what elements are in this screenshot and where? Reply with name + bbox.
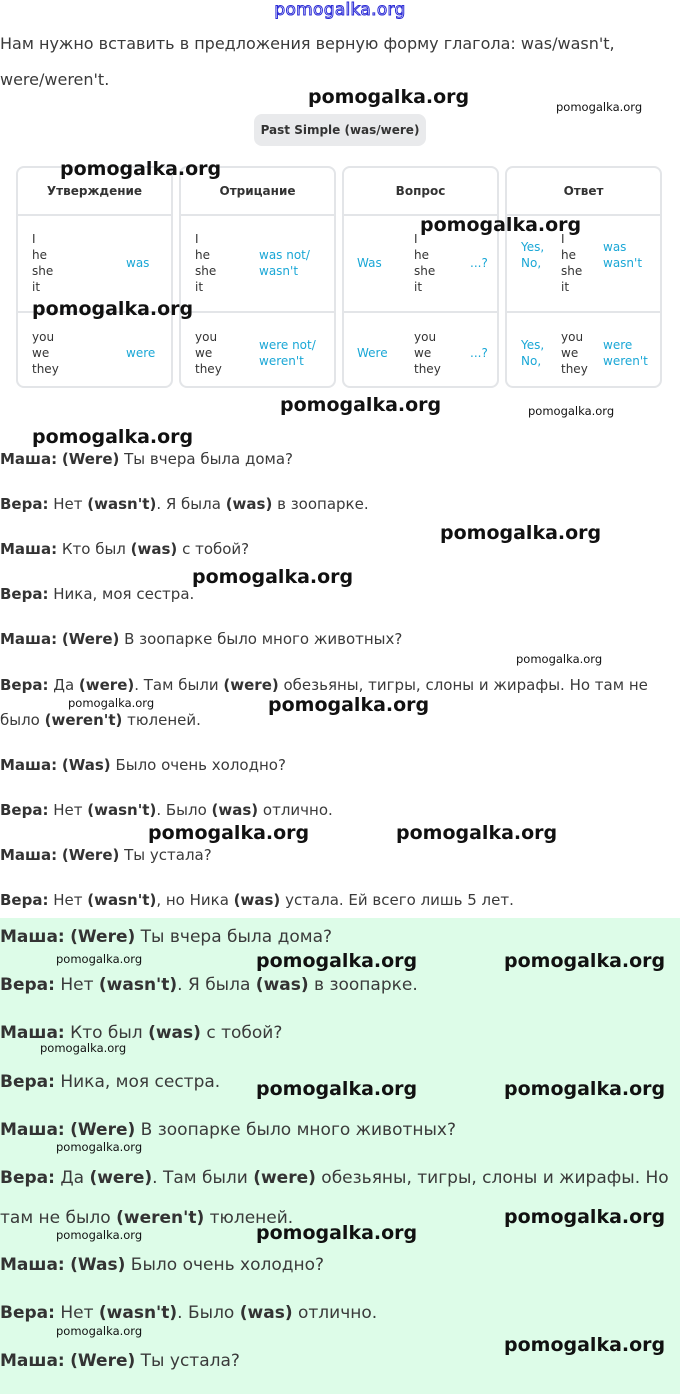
- watermark: pomogalka.org: [192, 566, 354, 588]
- speaker-name: Вера:: [0, 1168, 55, 1188]
- speaker-name: Маша:: [0, 1023, 65, 1043]
- dialog-text: . Было: [156, 801, 212, 819]
- dialog-text: в зоопарке.: [308, 975, 418, 995]
- table-cell: [507, 313, 660, 408]
- watermark: pomogalka.org: [420, 214, 582, 236]
- dialog-text: тюленей.: [204, 1208, 294, 1228]
- answer-word: (were): [253, 1168, 316, 1188]
- dialog-line: [0, 495, 369, 513]
- pronouns: I he she it: [414, 232, 436, 294]
- verb-form: was not/ wasn't: [259, 248, 310, 278]
- answer-word: (Were): [70, 1351, 136, 1371]
- column-header: Утверждение: [18, 168, 171, 216]
- answer-word: (were): [89, 1168, 153, 1188]
- dialog-text: тюленей.: [122, 711, 201, 729]
- dialog-text: устала. Ей всего лишь 5 лет.: [280, 891, 514, 909]
- speaker-name: Маша:: [0, 540, 58, 558]
- answer-word: (Was): [70, 1255, 126, 1275]
- watermark: pomogalka.org: [56, 952, 143, 966]
- watermark: pomogalka.org: [56, 1140, 143, 1154]
- column-answer: [505, 166, 662, 388]
- answer-word: (was): [148, 1023, 201, 1043]
- dialog-text: Было очень холодно?: [110, 756, 286, 774]
- speaker-name: Маша:: [0, 1120, 65, 1140]
- dialog-text: Да: [54, 1168, 90, 1188]
- dialog-text: с тобой?: [177, 540, 250, 558]
- watermark: pomogalka.org: [504, 1334, 666, 1356]
- watermark: pomogalka.org: [56, 1324, 143, 1338]
- dialog-text: В зоопарке было много животных?: [119, 630, 403, 648]
- dialog-line: [0, 1168, 669, 1188]
- dialog-line: [0, 540, 249, 558]
- watermark: pomogalka.org: [396, 822, 558, 844]
- dialog-line: [0, 630, 402, 648]
- answer-word: (wasn't): [98, 1303, 178, 1323]
- dialog-text: Было очень холодно?: [125, 1255, 325, 1275]
- dialog-text: Кто был: [57, 540, 131, 558]
- question-lead: Was: [357, 256, 382, 270]
- dialog-line: [0, 1303, 377, 1323]
- dialog-line: [0, 1208, 293, 1228]
- answer-word: (Were): [70, 927, 136, 947]
- column-affirmative: [16, 166, 173, 388]
- dialog-text: Ты вчера была дома?: [119, 450, 293, 468]
- watermark: pomogalka.org: [256, 950, 418, 972]
- dialog-line: [0, 585, 194, 603]
- speaker-name: Вера:: [0, 585, 49, 603]
- dialog-text: . Было: [177, 1303, 240, 1323]
- dialog-text: Нет: [48, 891, 88, 909]
- speaker-name: Маша:: [0, 1351, 65, 1371]
- pronouns: I he she it: [32, 232, 54, 294]
- dialog-text: В зоопарке было много животных?: [135, 1120, 456, 1140]
- speaker-name: Маша:: [0, 927, 65, 947]
- dialog-text: . Я была: [156, 495, 226, 513]
- answer-lead: Yes, No,: [521, 240, 545, 270]
- intro-line-1: Нам нужно вставить в предложения верную форму глагола: was/wasn't,: [0, 34, 615, 53]
- dialog-text: Нет: [54, 1303, 99, 1323]
- dialog-text: было: [0, 711, 45, 729]
- watermark: pomogalka.org: [268, 694, 430, 716]
- dialog-text: . Там были: [152, 1168, 254, 1188]
- speaker-name: Маша:: [0, 846, 58, 864]
- speaker-name: Вера:: [0, 801, 49, 819]
- dialog-text: Ты вчера была дома?: [135, 927, 333, 947]
- watermark: pomogalka.org: [40, 1041, 127, 1055]
- watermark: pomogalka.org: [516, 652, 603, 666]
- watermark: pomogalka.org: [56, 1228, 143, 1242]
- dialog-line: [0, 711, 201, 729]
- watermark: pomogalka.org: [60, 158, 222, 180]
- speaker-name: Вера:: [0, 975, 55, 995]
- dialog-text: в зоопарке.: [272, 495, 369, 513]
- answer-word: (Were): [70, 1120, 136, 1140]
- answer-word: (weren't): [44, 711, 123, 729]
- column-question: [342, 166, 499, 388]
- dialog-line: [0, 927, 332, 947]
- answer-word: (was): [233, 891, 281, 909]
- question-end: ...?: [470, 256, 488, 270]
- verb-form: were: [126, 346, 156, 360]
- dialog-text: . Там были: [134, 676, 224, 694]
- answer-word: (Were): [61, 630, 120, 648]
- watermark: pomogalka.org: [256, 1078, 418, 1100]
- dialog-text: Да: [48, 676, 79, 694]
- watermark: pomogalka.org: [528, 404, 615, 418]
- pronouns: I he she it: [561, 232, 583, 294]
- dialog-text: Ты устала?: [119, 846, 212, 864]
- answer-word: (Was): [61, 756, 111, 774]
- question-end: ...?: [470, 346, 488, 360]
- grammar-title-pill: Past Simple (was/were): [254, 114, 426, 146]
- answer-word: (was): [211, 801, 259, 819]
- answer-word: (wasn't): [87, 891, 157, 909]
- speaker-name: Маша:: [0, 450, 58, 468]
- answer-word: (were): [223, 676, 279, 694]
- column-header: Вопрос: [344, 168, 497, 216]
- answer-lead: Yes, No,: [521, 338, 545, 368]
- watermark: pomogalka.org: [440, 522, 602, 544]
- dialog-text: отлично.: [292, 1303, 378, 1323]
- question-lead: Were: [357, 346, 388, 360]
- answer-word: (wasn't): [87, 495, 157, 513]
- speaker-name: Вера:: [0, 495, 49, 513]
- dialog-text: обезьяны, тигры, слоны и жирафы. Но: [315, 1168, 669, 1188]
- verb-form: was wasn't: [603, 240, 643, 270]
- dialog-line: [0, 450, 293, 468]
- answer-word: (Were): [61, 846, 120, 864]
- answer-word: (was): [239, 1303, 293, 1323]
- table-cell: [18, 313, 171, 408]
- column-header: Отрицание: [181, 168, 334, 216]
- dialog-text: , но Ника: [156, 891, 234, 909]
- pronouns: you we they: [195, 330, 222, 376]
- dialog-text: Нет: [48, 801, 88, 819]
- dialog-line: [0, 1255, 324, 1275]
- dialog-line: [0, 1120, 456, 1140]
- watermark: pomogalka.org: [148, 822, 310, 844]
- verb-form: was: [126, 256, 150, 270]
- speaker-name: Вера:: [0, 1303, 55, 1323]
- column-header: Ответ: [507, 168, 660, 216]
- dialog-text: Кто был: [64, 1023, 149, 1043]
- speaker-name: Вера:: [0, 676, 49, 694]
- dialog-line: [0, 891, 514, 909]
- speaker-name: Маша:: [0, 1255, 65, 1275]
- dialog-text: там не было: [0, 1208, 117, 1228]
- watermark: pomogalka.org: [32, 298, 194, 320]
- watermark: pomogalka.org: [308, 86, 470, 108]
- speaker-name: Вера:: [0, 1072, 55, 1092]
- verb-form: were not/ weren't: [259, 338, 316, 368]
- dialog-line: [0, 756, 286, 774]
- dialog-line: [0, 1023, 282, 1043]
- watermark: pomogalka.org: [504, 1206, 666, 1228]
- watermark: pomogalka.org: [504, 1078, 666, 1100]
- watermark: pomogalka.org: [556, 100, 643, 114]
- intro-line-2: were/weren't.: [0, 70, 110, 89]
- answer-word: (wasn't): [98, 975, 178, 995]
- dialog-text: обезьяны, тигры, слоны и жирафы. Но там не: [278, 676, 648, 694]
- pronouns: you we they: [561, 330, 588, 376]
- answer-word: (weren't): [116, 1208, 205, 1228]
- watermark: pomogalka.org: [68, 696, 155, 710]
- watermark: pomogalka.org: [280, 394, 442, 416]
- column-negative: [179, 166, 336, 388]
- dialog-line: [0, 676, 648, 694]
- answer-word: (Were): [61, 450, 120, 468]
- dialog-line: [0, 1351, 240, 1371]
- answer-word: (was): [225, 495, 273, 513]
- dialog-text: Нет: [54, 975, 99, 995]
- pronouns: you we they: [414, 330, 441, 376]
- dialog-text: Нет: [48, 495, 88, 513]
- dialog-line: [0, 846, 212, 864]
- dialog-line: [0, 801, 333, 819]
- pronouns: you we they: [32, 330, 59, 376]
- dialog-text: Ника, моя сестра.: [48, 585, 195, 603]
- dialog-text: Ника, моя сестра.: [54, 1072, 221, 1092]
- dialog-text: . Я была: [177, 975, 256, 995]
- dialog-text: отлично.: [258, 801, 333, 819]
- pronouns: I he she it: [195, 232, 217, 294]
- table-cell: [181, 216, 334, 313]
- site-link[interactable]: pomogalka.org: [274, 0, 406, 20]
- answer-word: (wasn't): [87, 801, 157, 819]
- answer-word: (were): [78, 676, 135, 694]
- answer-word: (was): [255, 975, 309, 995]
- dialog-line: [0, 975, 418, 995]
- verb-form: were weren't: [603, 338, 648, 368]
- speaker-name: Вера:: [0, 891, 49, 909]
- dialog-text: с тобой?: [200, 1023, 283, 1043]
- dialog-line: [0, 1072, 220, 1092]
- watermark: pomogalka.org: [504, 950, 666, 972]
- watermark: pomogalka.org: [256, 1222, 418, 1244]
- speaker-name: Маша:: [0, 756, 58, 774]
- answer-word: (was): [130, 540, 178, 558]
- dialog-text: Ты устала?: [135, 1351, 240, 1371]
- speaker-name: Маша:: [0, 630, 58, 648]
- watermark: pomogalka.org: [32, 426, 194, 448]
